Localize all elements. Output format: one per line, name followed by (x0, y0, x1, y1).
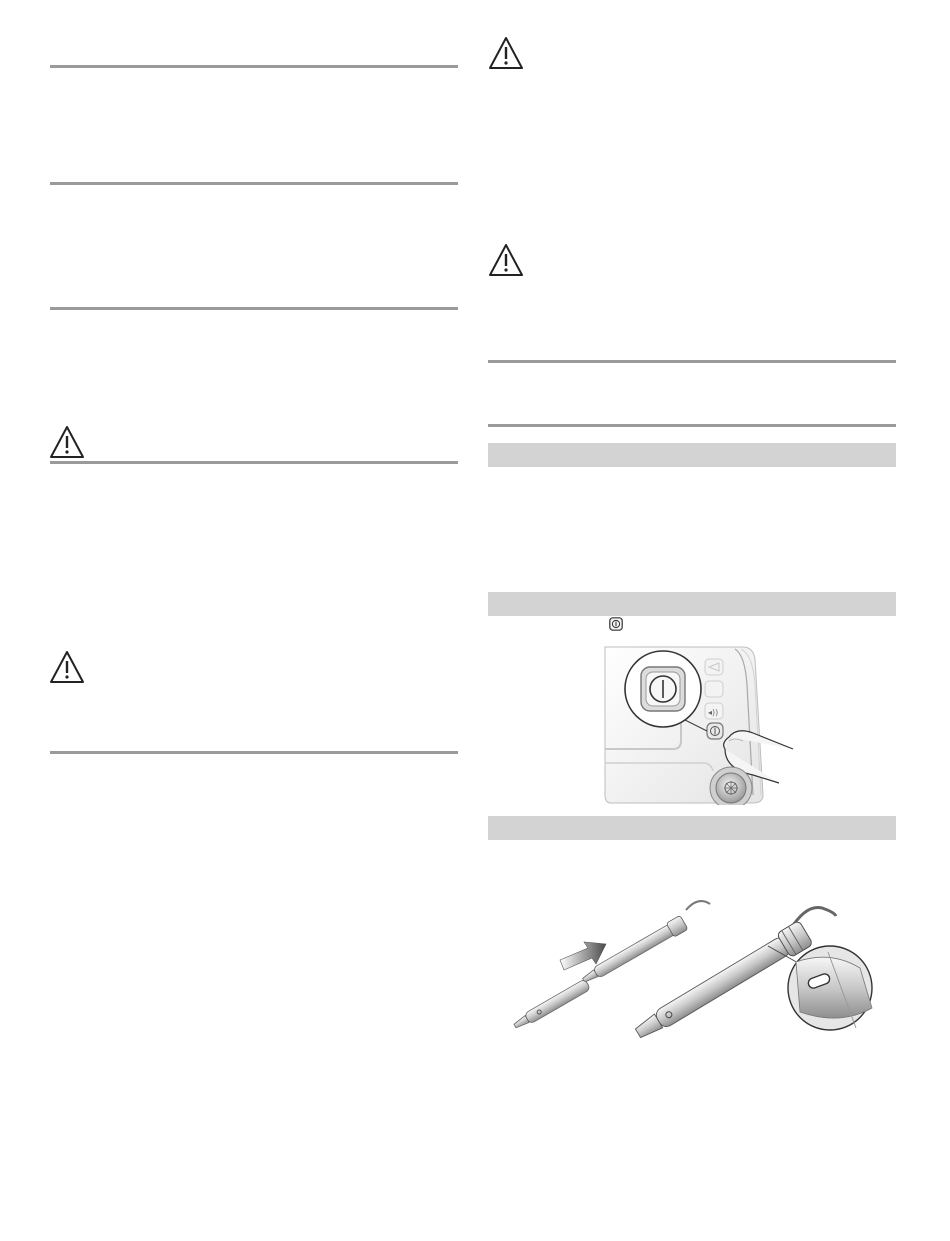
step-header-band-3 (488, 816, 896, 840)
power-button-icon (609, 617, 623, 631)
section-rule-7 (488, 424, 896, 427)
section-rule-1 (50, 65, 458, 68)
section-rule-3 (50, 307, 458, 310)
svg-text:◂)): ◂)) (708, 708, 719, 717)
warning-triangle-icon (488, 243, 524, 277)
device-power-button-illustration (603, 645, 803, 805)
warning-triangle-icon (49, 650, 85, 684)
section-rule-6 (488, 360, 896, 363)
section-rule-4 (50, 461, 458, 464)
handpiece-assembly-illustration (500, 890, 890, 1040)
warning-triangle-icon (49, 425, 85, 459)
step-header-band-1 (488, 443, 896, 467)
section-rule-5 (50, 751, 458, 754)
warning-triangle-icon (488, 36, 524, 70)
step-header-band-2 (488, 592, 896, 616)
section-rule-2 (50, 182, 458, 185)
